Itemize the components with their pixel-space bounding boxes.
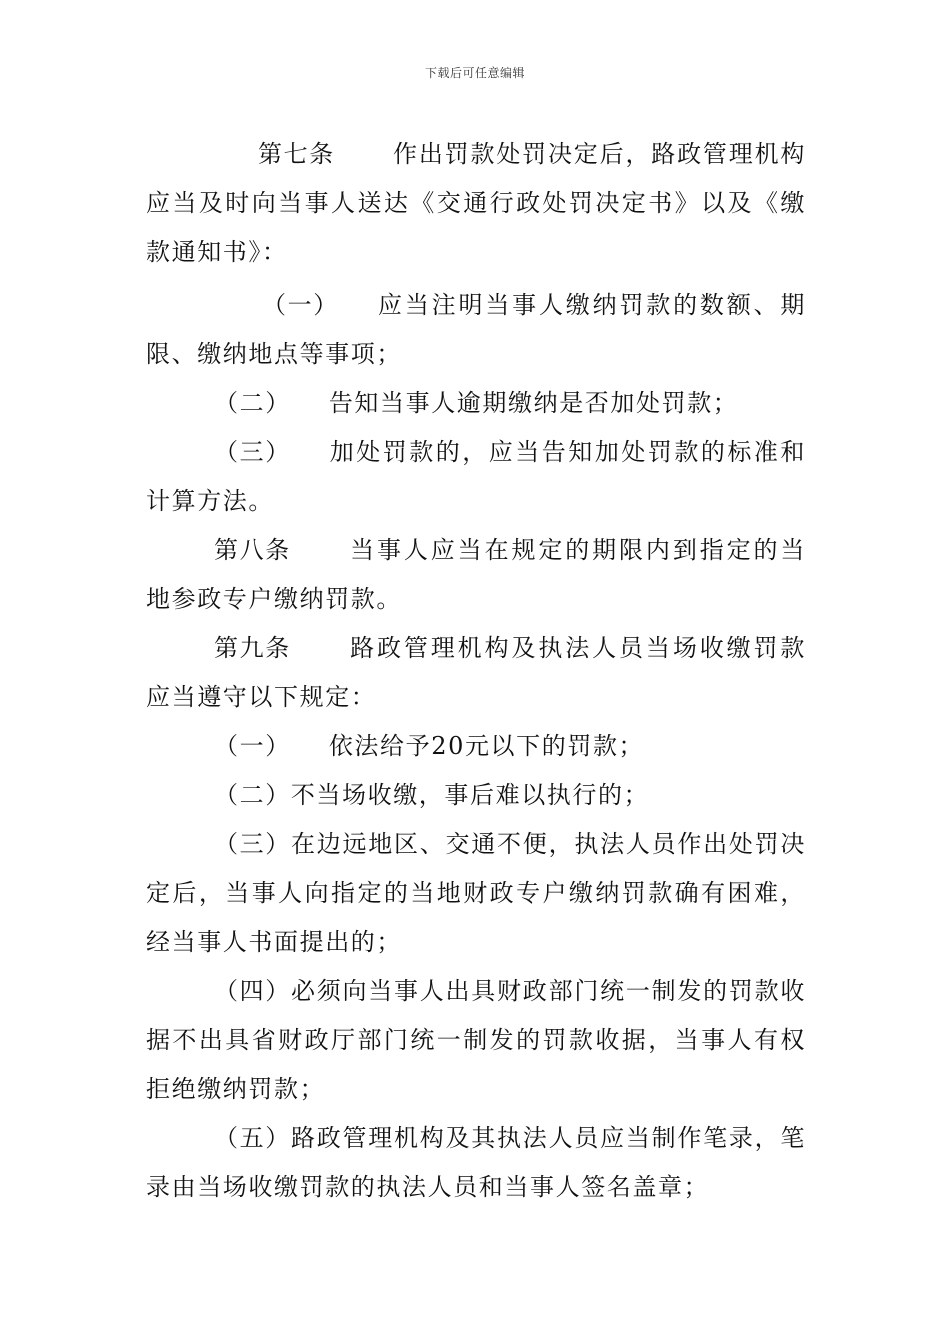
article-7-item-2 [146, 379, 806, 428]
article-9-item-5-label: （五） [214, 1124, 291, 1152]
article-9-item-2-label: （二） [214, 781, 291, 809]
article-7-item-3 [146, 428, 806, 526]
article-7-item-3-text: 加处罚款的，应当告知加处罚款的标准和计算方法。 [146, 438, 806, 515]
article-9-item-2-text: 不当场收缴，事后难以执行的； [290, 781, 650, 809]
article-7-item-1 [146, 281, 806, 379]
article-7 [146, 130, 806, 277]
article-9-item-5 [146, 1114, 806, 1212]
article-9-item-2 [146, 771, 806, 820]
article-9-item-1 [146, 722, 806, 771]
article-7-item-1-label: （一） [262, 291, 339, 319]
article-9-item-3-text: 在边远地区、交通不便，执法人员作出处罚决定后，当事人向指定的当地财政专户缴纳罚款确有困难，经当事人书面提出的； [146, 830, 806, 956]
article-8-label: 第八条 [214, 536, 291, 564]
article-9-item-3 [146, 820, 806, 967]
article-7-label: 第七条 [258, 140, 335, 168]
article-7-item-2-text: 告知当事人逾期缴纳是否加处罚款； [328, 389, 739, 417]
article-7-item-3-label: （三） [214, 438, 291, 466]
article-8 [146, 526, 806, 624]
article-9-item-1-label: （一） [214, 732, 291, 760]
article-9 [146, 624, 806, 722]
article-9-item-4-label: （四） [214, 977, 291, 1005]
article-9-label: 第九条 [214, 634, 291, 662]
article-9-item-1-text: 依法给予20元以下的罚款； [328, 732, 645, 760]
article-9-item-4-text: 必须向当事人出具财政部门统一制发的罚款收据不出具省财政厅部门统一制发的罚款收据，当事人有权拒绝缴纳罚款； [146, 977, 806, 1103]
article-7-item-1-text: 应当注明当事人缴纳罚款的数额、期限、缴纳地点等事项； [146, 291, 806, 368]
article-7-text: 作出罚款处罚决定后，路政管理机构应当及时向当事人送达《交通行政处罚决定书》以及《缴款通知书》： [146, 140, 806, 266]
document-body [146, 130, 806, 1212]
page-header: 下载后可任意编辑 [424, 66, 525, 80]
article-9-item-5-text: 路政管理机构及其执法人员应当制作笔录，笔录由当场收缴罚款的执法人员和当事人签名盖章； [146, 1124, 806, 1201]
article-9-item-4 [146, 967, 806, 1114]
article-7-item-2-label: （二） [214, 389, 291, 417]
article-8-text: 当事人应当在规定的期限内到指定的当地参政专户缴纳罚款。 [146, 536, 806, 613]
article-9-item-3-label: （三） [214, 830, 291, 858]
article-9-text: 路政管理机构及执法人员当场收缴罚款应当遵守以下规定： [146, 634, 806, 711]
